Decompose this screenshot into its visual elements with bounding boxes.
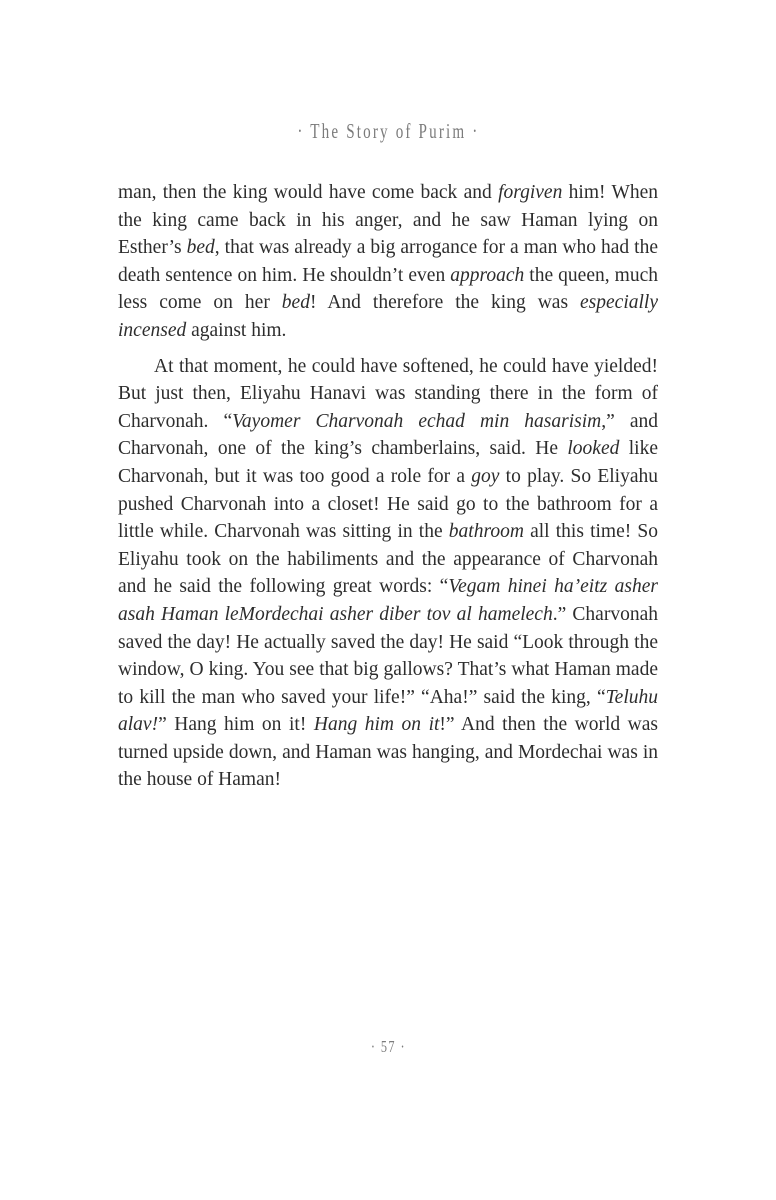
italic-text-run: bathroom: [448, 521, 524, 543]
italic-text-run: looked: [567, 438, 620, 460]
italic-text-run: Vayomer Charvonah echad min hasarisim: [232, 410, 602, 432]
italic-text-run: forgiven: [498, 182, 563, 203]
chapter-title-text: · The Story of Purim ·: [296, 119, 480, 143]
italic-text-run: Hang him on it: [313, 714, 440, 736]
italic-text-run: bed: [186, 237, 215, 259]
italic-text-run: Vegam hinei ha’eitz asher asah Haman leMordechai asher diber tov al hamelech: [118, 576, 658, 625]
text-run: to play. So Eliyahu pushed Charvonah into a closet! He said go to the bathroom for a little while. Charvonah was sitting in the: [118, 465, 659, 543]
text-run: man, then the king would have come back and: [118, 182, 499, 203]
italic-text-run: goy: [471, 465, 500, 487]
italic-text-run: approach: [450, 264, 525, 286]
text-run: .” Charvonah saved the day! He actually saved the day! He said “Look through the window, O king. You see that big gallows? That’s what Haman made to kill the man who saved your life!” “Aha!” said the king, “: [118, 603, 658, 708]
italic-text-run: bed: [281, 292, 310, 314]
paragraph: [118, 179, 658, 345]
page-footer: [0, 1037, 776, 1057]
text-run: ” Hang him on it!: [158, 714, 314, 736]
text-run: against him.: [186, 319, 287, 341]
text-run: , that was already a big arrogance for a man who had the death sentence on him. He shouldn’t even: [118, 237, 658, 286]
text-run: At that moment, he could have softened, he could have yielded! But just then, Eliyahu Hanavi was standing there in the form of Charvonah. “: [118, 355, 658, 432]
italic-text-run: Teluhu alav!: [118, 686, 658, 736]
text-run: the queen, much less come on her: [118, 264, 658, 314]
text-run: ,” and Charvonah, one of the king’s chamberlains, said. He: [118, 410, 659, 460]
text-run: him! When the king came back in his anger, and he saw Haman lying on Esther’s: [118, 182, 659, 259]
text-run: !” And then the world was turned upside down, and Haman was hanging, and Mordechai was in the house of Haman!: [118, 714, 659, 791]
running-header: [0, 119, 776, 144]
body-text: [118, 179, 658, 794]
paragraph: [118, 353, 658, 795]
italic-text-run: especially incensed: [118, 292, 658, 341]
text-run: all this time! So Eliyahu took on the habiliments and the appearance of Charvonah and he said the following great words: “: [118, 521, 658, 598]
text-run: like Charvonah, but it was too good a role for a: [118, 438, 658, 487]
text-run: ! And therefore the king was: [309, 292, 581, 314]
page-number-text: · 57 ·: [370, 1037, 406, 1056]
